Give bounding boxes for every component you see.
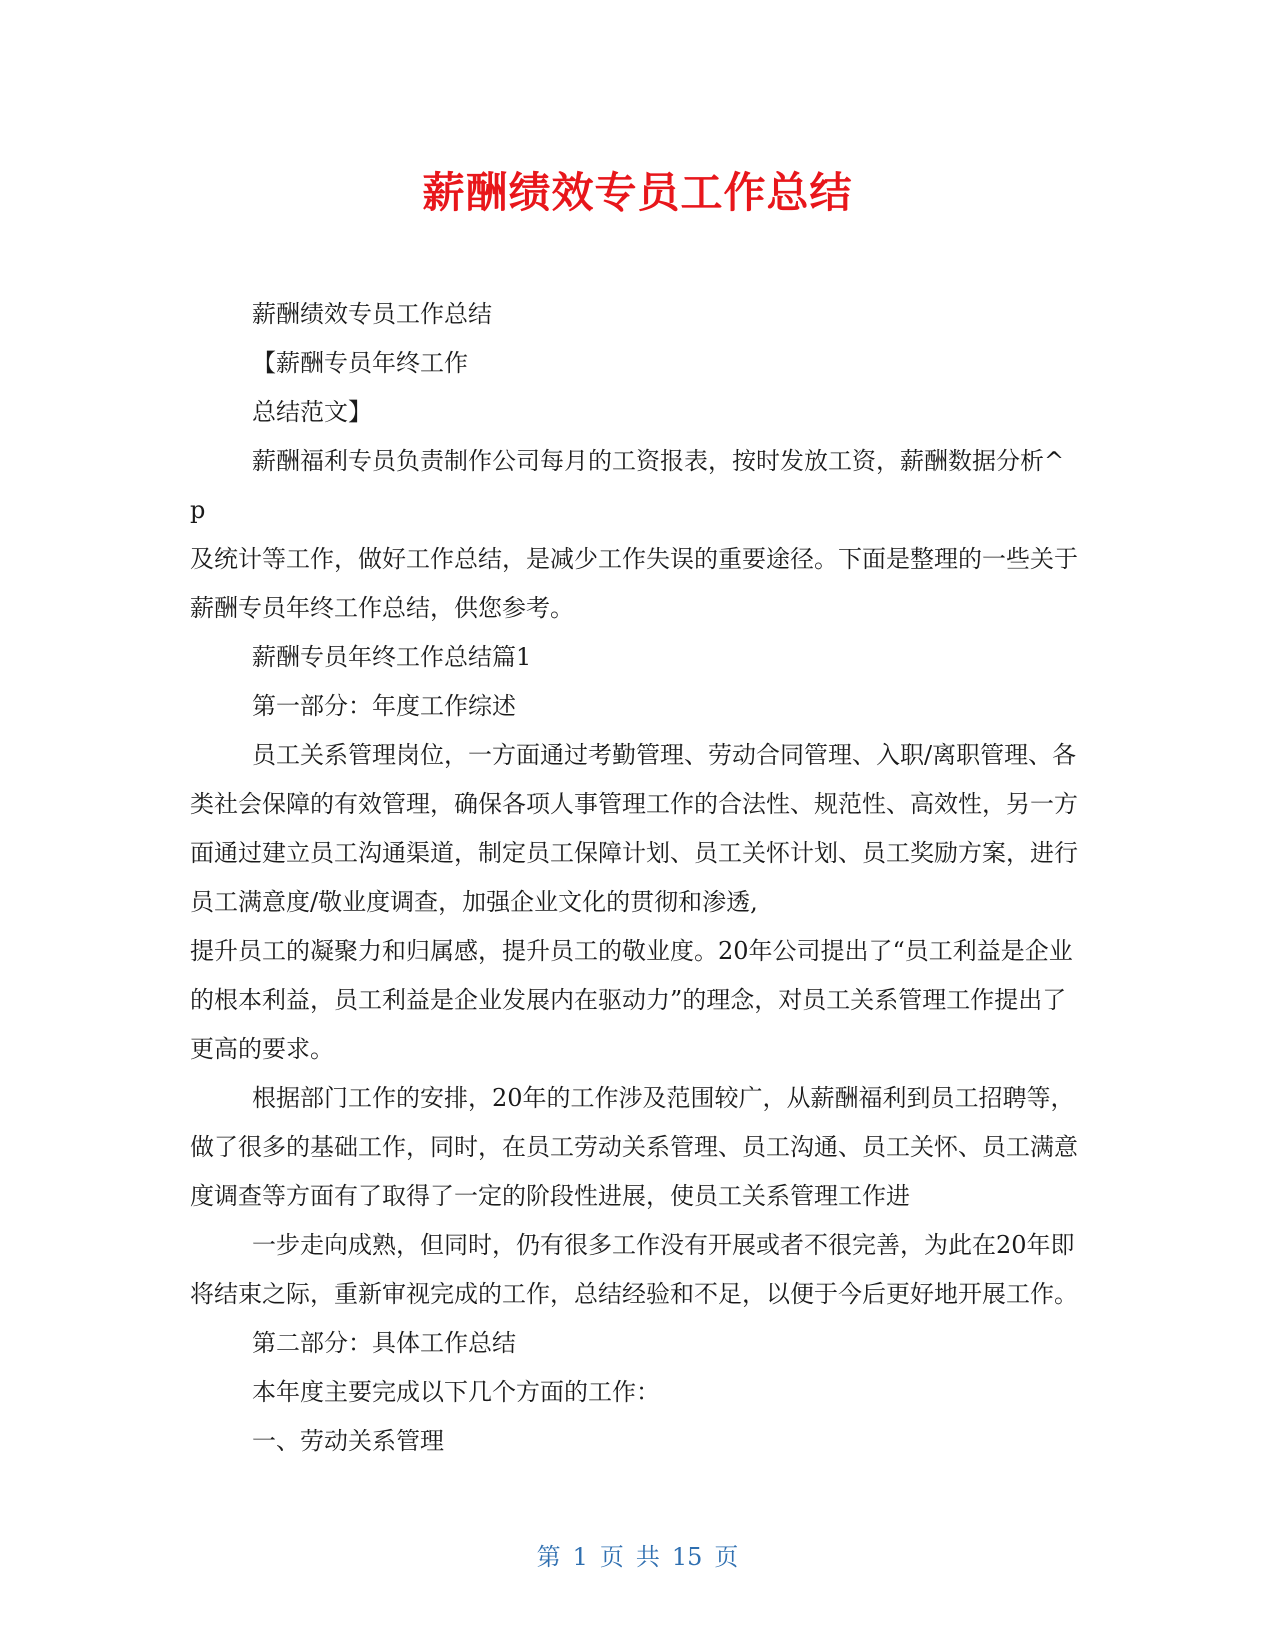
paragraph-intro-1: 薪酬福利专员负责制作公司每月的工资报表，按时发放工资，薪酬数据分析^ (252, 447, 1065, 475)
paragraph-part-one-body-4: 一步走向成熟，但同时，仍有很多工作没有开展或者不很完善，为此在20年即将结束之际，重新审视完成的工作，总结经验和不足，以便于今后更好地开展工作。 (190, 1231, 1078, 1308)
paragraph-heading: 薪酬绩效专员工作总结 (252, 300, 492, 328)
footer-label-page-unit: 页 (599, 1543, 624, 1571)
paragraph-intro-2: 及统计等工作，做好工作总结，是减少工作失误的重要途径。下面是整理的一些关于薪酬专员年终工作总结，供您参考。 (190, 545, 1078, 622)
document-body (190, 290, 1090, 1466)
document-title: 薪酬绩效专员工作总结 (422, 168, 853, 217)
paragraph-stray-char: p (190, 496, 206, 524)
paragraph-part-two-intro: 本年度主要完成以下几个方面的工作： (252, 1378, 660, 1406)
paragraph-subtitle-line-2: 总结范文】 (252, 398, 372, 426)
paragraph-part-one-body-3: 根据部门工作的安排，20年的工作涉及范围较广，从薪酬福利到员工招聘等，做了很多的基础工作，同时，在员工劳动关系管理、员工沟通、员工关怀、员工满意度调查等方面有了取得了一定的阶段性进展，使员工关系管理工作进 (190, 1084, 1078, 1210)
footer-total-pages: 15 (671, 1543, 703, 1571)
footer-label-total: 共 (635, 1543, 660, 1571)
paragraph-part-one-title: 第一部分：年度工作综述 (252, 692, 516, 720)
footer-current-page: 1 (572, 1543, 588, 1571)
paragraph-part-one-body-2: 提升员工的凝聚力和归属感，提升员工的敬业度。20年公司提出了“员工利益是企业的根本利益，员工利益是企业发展内在驱动力”的理念，对员工关系管理工作提出了更高的要求。 (190, 937, 1073, 1063)
page-footer (0, 1537, 1275, 1572)
paragraph-part-two-title: 第二部分：具体工作总结 (252, 1329, 516, 1357)
footer-label-page: 第 (536, 1543, 561, 1571)
paragraph-section-title: 薪酬专员年终工作总结篇1 (252, 643, 532, 671)
footer-label-total-unit: 页 (714, 1543, 739, 1571)
paragraph-subtitle-line-1: 【薪酬专员年终工作 (252, 349, 468, 377)
paragraph-item-one: 一、劳动关系管理 (252, 1427, 444, 1455)
paragraph-part-one-body-1: 员工关系管理岗位，一方面通过考勤管理、劳动合同管理、入职/离职管理、各类社会保障的有效管理，确保各项人事管理工作的合法性、规范性、高效性，另一方面通过建立员工沟通渠道，制定员工保障计划、员工关怀计划、员工奖励方案，进行员工满意度/敬业度调查，加强企业文化的贯彻和渗透, (190, 741, 1078, 916)
